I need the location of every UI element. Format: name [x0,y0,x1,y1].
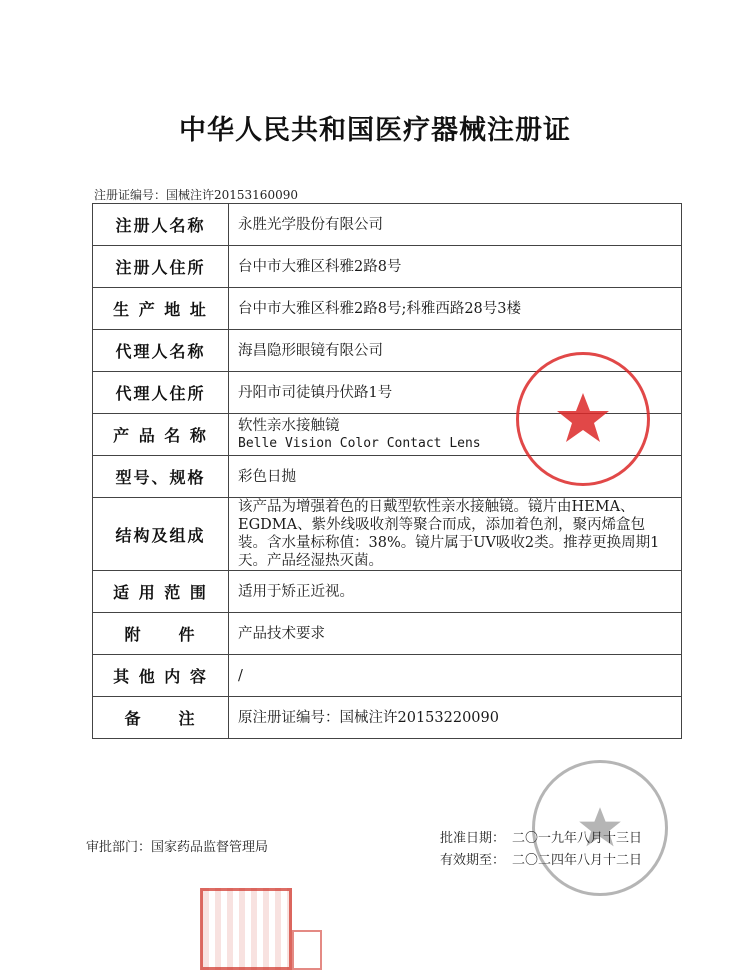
row-label-other: 其 他 内 容 [93,655,229,697]
table-row [93,204,682,246]
row-label-agent-address: 代理人住所 [93,372,229,414]
table-row [93,571,682,613]
row-value-remark: 原注册证编号：国械注许20153220090 [229,697,682,739]
star-icon [553,389,613,449]
certificate-title: 中华人民共和国医疗器械注册证 [179,115,571,146]
dates-block [440,828,642,872]
approval-date-label: 批准日期： [440,831,506,846]
row-value-agent: 海昌隐形眼镜有限公司 [229,330,682,372]
table-row [93,613,682,655]
row-label-model: 型号、规格 [93,456,229,498]
row-value-model: 彩色日抛 [229,456,682,498]
row-label-attachment: 附 件 [93,613,229,655]
product-name-en: Belle Vision Color Contact Lens [238,435,481,451]
valid-until-row [440,850,642,872]
row-label-registrant: 注册人名称 [93,204,229,246]
valid-until-date: 二〇二四年八月十二日 [512,853,643,868]
row-value-structure: 该产品为增强着色的日戴型软性亲水接触镜。镜片由HEMA、EGDMA、紫外线吸收剂等聚合而成，添加着色剂，聚丙烯盒包装。含水量标称值：38%。镜片属于UV吸收2类。推荐更换周期1天。产品经湿热灭菌。 [229,498,682,571]
product-name-cn: 软性亲水接触镜 [238,417,340,434]
row-label-product-name: 产 品 名 称 [93,414,229,456]
row-value-scope: 适用于矫正近视。 [229,571,682,613]
row-label-scope: 适 用 范 围 [93,571,229,613]
registration-number: 注册证编号：国械注许20153160090 [94,188,298,202]
approval-date-row [440,828,642,850]
row-label-registrant-address: 注册人住所 [93,246,229,288]
table-row [93,498,682,571]
row-value-registrant: 永胜光学股份有限公司 [229,204,682,246]
approval-department: 审批部门：国家药品监督管理局 [86,840,269,855]
row-label-structure: 结构及组成 [93,498,229,571]
row-value-agent-address: 丹阳市司徒镇丹伏路1号 [229,372,682,414]
row-value-registrant-address: 台中市大雅区科雅2路8号 [229,246,682,288]
row-label-production-address: 生 产 地 址 [93,288,229,330]
row-value-attachment: 产品技术要求 [229,613,682,655]
table-row [93,655,682,697]
table-row [93,288,682,330]
row-value-other: / [229,655,682,697]
valid-until-label: 有效期至： [440,853,506,868]
row-label-agent: 代理人名称 [93,330,229,372]
row-label-remark: 备 注 [93,697,229,739]
approval-date: 二〇一九年八月十三日 [512,831,643,846]
company-stamp [516,352,650,486]
row-value-production-address: 台中市大雅区科雅2路8号;科雅西路28号3楼 [229,288,682,330]
table-row [93,246,682,288]
table-row [93,697,682,739]
official-seal [200,888,292,970]
secondary-seal [292,930,322,970]
